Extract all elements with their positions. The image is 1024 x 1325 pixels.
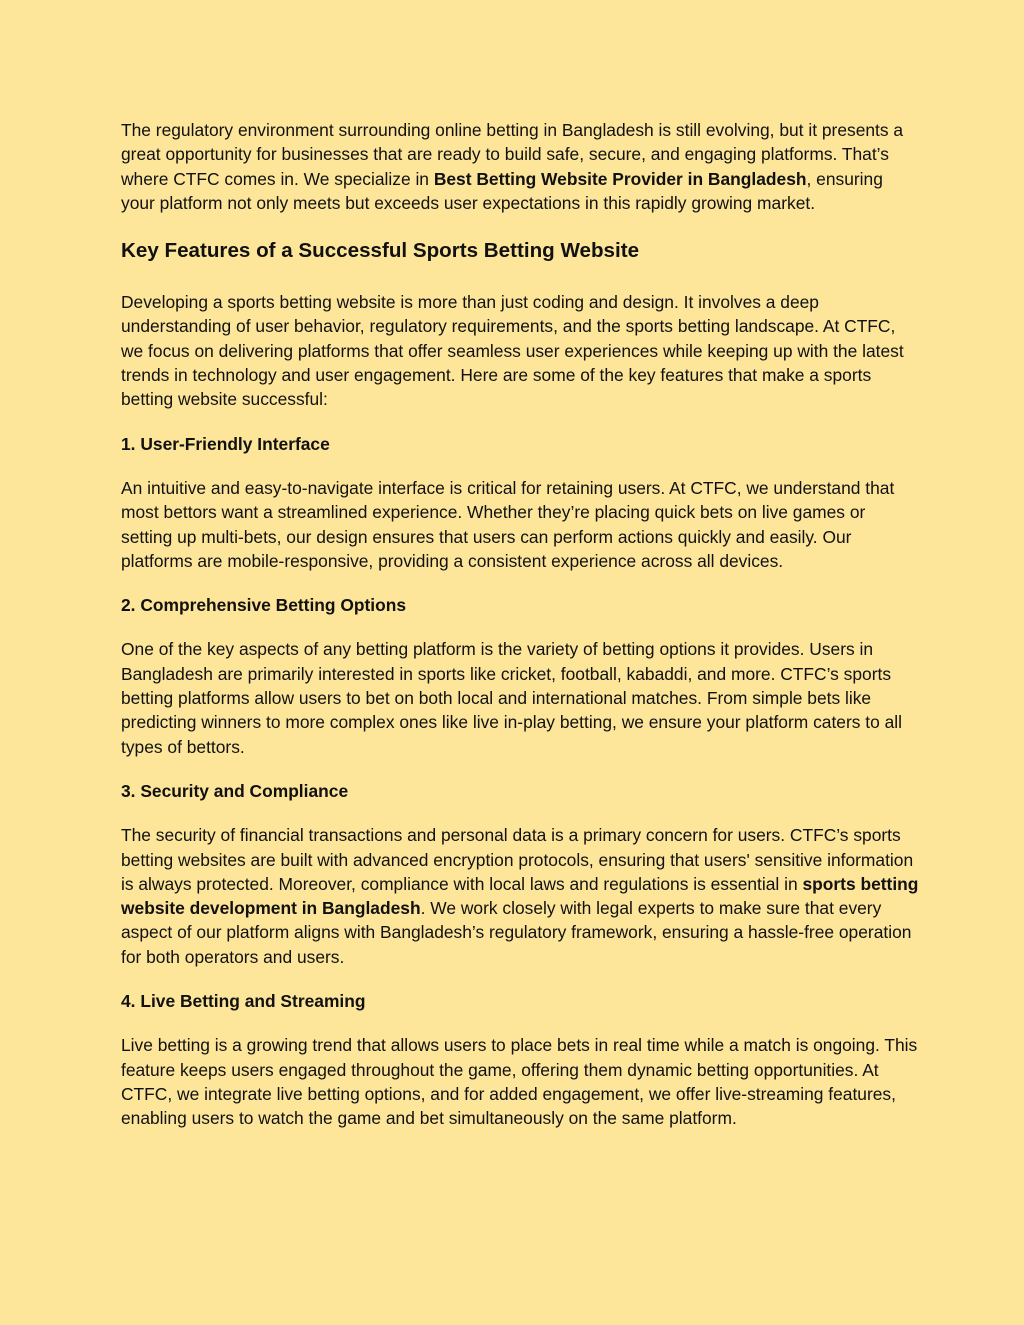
section-heading: Key Features of a Successful Sports Betting Website: [121, 239, 640, 263]
intro-text-before: The regulatory environment surrounding online betting in Bangladesh is still evolving, but it presents a great opportunity for businesses that are ready to build safe, secure, and engaging platforms. That’s where CTFC comes in. We specialize in: [121, 120, 904, 189]
intro-bold-phrase: Best Betting Website Provider in Bangladesh: [433, 168, 807, 189]
security-bold-phrase: sports betting website development in Bangladesh: [121, 873, 919, 919]
feature-body-betting-options: One of the key aspects of any betting platform is the variety of betting options it provides. Users in Bangladesh are primarily interested in sports like cricket, football, kabaddi, and more. CTFC’s sports betting platforms allow users to bet on both local and international matches. From simple bets like predicting winners to more complex ones like live in-play betting, we ensure your platform caters to all types of bettors.: [121, 639, 903, 757]
intro-paragraph: [121, 118, 921, 215]
feature-title-live-betting: 4. Live Betting and Streaming: [121, 991, 366, 1012]
intro-text-after: , ensuring your platform not only meets but exceeds user expectations in this rapidly growing market.: [121, 168, 883, 213]
feature-body-user-friendly: An intuitive and easy-to-navigate interface is critical for retaining users. At CTFC, we understand that most bettors want a streamlined experience. Whether they’re placing quick bets on live games or setting up multi-bets, our design ensures that users can perform actions quickly and easily. Our platforms are mobile-responsive, providing a consistent experience across all devices.: [121, 477, 895, 571]
feature-body-live-betting: Live betting is a growing trend that allows users to place bets in real time while a match is ongoing. This feature keeps users engaged throughout the game, offering them dynamic betting opportunities. At CTFC, we integrate live betting options, and for added engagement, we offer live-streaming features, enabling users to watch the game and bet simultaneously on the same platform.: [121, 1035, 918, 1129]
overview-paragraph: Developing a sports betting website is more than just coding and design. It involves a deep understanding of user behavior, regulatory requirements, and the sports betting landscape. At CTFC, we focus on delivering platforms that offer seamless user experiences while keeping up with the latest trends in technology and user engagement. Here are some of the key features that make a sports betting website successful:: [121, 292, 904, 410]
security-text-after: . We work closely with legal experts to make sure that every aspect of our platform aligns with Bangladesh’s regulatory framework, ensuring a hassle-free operation for both operators and users.: [121, 898, 912, 967]
security-text-before: The security of financial transactions and personal data is a primary concern for users. CTFC’s sports betting websites are built with advanced encryption protocols, ensuring that users' sensitive information is always protected. Moreover, compliance with local laws and regulations is essential in: [121, 825, 914, 894]
feature-title-user-friendly: 1. User-Friendly Interface: [121, 433, 330, 454]
document-content: [121, 118, 921, 1151]
feature-title-security: 3. Security and Compliance: [121, 780, 349, 801]
feature-title-betting-options: 2. Comprehensive Betting Options: [121, 595, 407, 616]
feature-body-security: [121, 823, 921, 969]
